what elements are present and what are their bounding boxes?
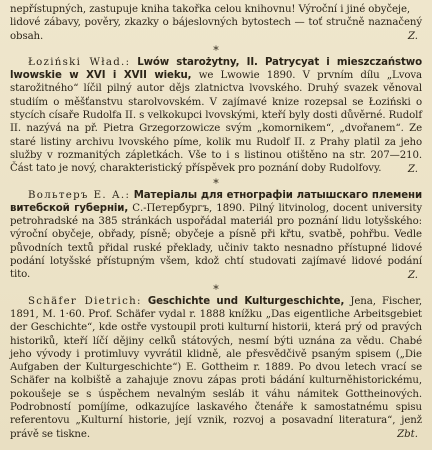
review-schafer-signature: Zbt. xyxy=(397,428,418,440)
review-volter-author: Вольтеръ Е. А.: xyxy=(28,189,131,201)
review-lozinski-title: Lwów starożytny, II. Patrycyat i mieszczaństwo lwowskie w XVI i XVII wieku, xyxy=(10,56,423,82)
review-volter-signature: Z. xyxy=(407,269,418,281)
separator-1: * xyxy=(213,43,219,57)
review-schafer-title: Geschichte und Kulturgeschichte, xyxy=(147,295,345,307)
separator-2: * xyxy=(213,176,219,190)
separator-3: * xyxy=(213,282,219,296)
intro-line-1: nepřístupných, zastupuje kniha takořka celou knihovnu! Výroční i jiné obyčeje, xyxy=(10,4,411,15)
review-volter-text: С.-Петербургъ, 1890. Pilný litvinolog, docent university petrohradské na 385 stránkách uspořádal materiál pro poznání lidu lotyšského: výroční obyčeje, obřady, písně; obyčeje a písně při křtu, svatbě, pohřbu. Vedle původních textů přidal ruské překlady, učiniv takto nesnadno přístupné lidové podání lotyšské přístupným všem, kdož chtí studovati zajímavé lidové podání tito. xyxy=(10,202,422,281)
review-schafer xyxy=(10,295,422,441)
review-schafer-text: Jena, Fischer, 1891, M. 1·60. Prof. Schäfer vydal r. 1888 knížku „Das eigentliche Arbeitsgebiet der Geschichte“, kde ostře vystoupil proti kulturní historii, která prý od pravých historiků, kteří líčí dějiny celků státových, nesmí býti uznána za vědu. Chabé jeho vývody i protimluvy vyvrátil klidně, ale přesvědčivě psaným spisem („Die Aufgaben der Kulturgeschichte“) E. Gottheim r. 1889. Po dvou letech vrací se Schäfer na kolbiště a zahajuje znovu zápas proti bádání kulturněhistorickému, pokoušeje se s úspěchem nevalným sesláb it váhu námitek Gottheinových. Podrobností pomíjíme, odkazujíce laskavého čtenáře k samostatnému spisu referentovu „Kulturní historie, její vznik, rozvoj a posavadní literatura“, jenž právě se tiskne. xyxy=(10,295,423,440)
intro-line-2: lidové zábavy, pověry, zkazky o bájeslovných bytostech — toť stručně naznačený obsah. xyxy=(10,17,422,42)
review-lozinski-author: Łoziński Wład.: xyxy=(28,56,131,68)
review-volter xyxy=(10,189,422,282)
review-lozinski xyxy=(10,56,422,176)
review-lozinski-signature: Z. xyxy=(407,163,418,175)
review-schafer-author: Schäfer Dietrich: xyxy=(28,295,142,307)
review-lozinski-text: we Lwowie 1890. V prvním dílu „Lvova starožitného“ líčil pilný autor dějs zlatnictva lvovského. Druhý svazek věnoval studiím o měšťanstvu starolvovském. V zajímavé knize rozepsal se Łoziński o stycích císaře Rudolfa II. s velkokupci lvovskými, kteří byly dosti důvěrné. Rudolf II. nazývá na př. Pietra Grzegorzowicze svým „komornikem“, „dvořanem“. Ze staré listiny archivu lvovského píme, kolik mu Rudolf II. z Prahy platil za jeho služby v rozmanitých zápletkách. Vše to i s listinou otištěno na str. 207—210. Část tato je nový, charakteristický příspěvek pro poznání doby Rudolfovy. xyxy=(10,70,423,175)
review-volter-title: Матеріалы для етнографіи латышскаго племени витебской губерніи, xyxy=(10,189,423,214)
intro-signature: Z. xyxy=(407,30,418,42)
